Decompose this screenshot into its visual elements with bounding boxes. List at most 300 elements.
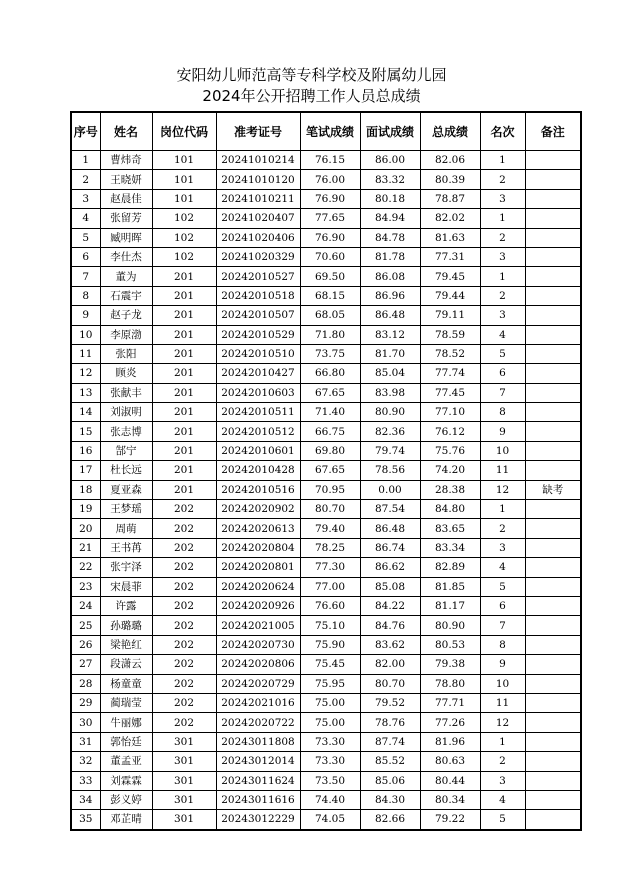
cell-name: 王书苒 — [100, 538, 152, 557]
header-rank: 名次 — [480, 112, 525, 151]
cell-rank: 3 — [480, 247, 525, 266]
cell-written-score: 75.95 — [300, 674, 360, 693]
cell-rank: 9 — [480, 422, 525, 441]
cell-name: 周萌 — [100, 519, 152, 538]
cell-post-code: 301 — [152, 732, 216, 751]
cell-index: 23 — [71, 577, 100, 596]
cell-name: 赵子龙 — [100, 306, 152, 325]
cell-remark — [525, 325, 581, 344]
cell-exam-id: 20243011624 — [216, 771, 300, 790]
cell-interview-score: 82.66 — [360, 810, 420, 830]
header-name: 姓名 — [100, 112, 152, 151]
cell-total-score: 84.80 — [420, 500, 480, 519]
cell-interview-score: 80.70 — [360, 674, 420, 693]
cell-post-code: 101 — [152, 170, 216, 189]
cell-total-score: 77.74 — [420, 364, 480, 383]
cell-remark — [525, 170, 581, 189]
cell-post-code: 202 — [152, 674, 216, 693]
cell-exam-id: 20242020722 — [216, 713, 300, 732]
cell-name: 杨童童 — [100, 674, 152, 693]
cell-interview-score: 78.76 — [360, 713, 420, 732]
cell-total-score: 80.39 — [420, 170, 480, 189]
cell-written-score: 76.90 — [300, 189, 360, 208]
cell-total-score: 77.10 — [420, 403, 480, 422]
cell-written-score: 71.40 — [300, 403, 360, 422]
cell-total-score: 82.89 — [420, 558, 480, 577]
table-row — [71, 519, 581, 538]
cell-rank: 4 — [480, 325, 525, 344]
cell-index: 28 — [71, 674, 100, 693]
cell-remark — [525, 209, 581, 228]
cell-exam-id: 20242010427 — [216, 364, 300, 383]
cell-remark — [525, 577, 581, 596]
cell-name: 臧明晖 — [100, 228, 152, 247]
table-row — [71, 209, 581, 228]
cell-written-score: 71.80 — [300, 325, 360, 344]
cell-exam-id: 20241010211 — [216, 189, 300, 208]
cell-exam-id: 20242020729 — [216, 674, 300, 693]
cell-rank: 3 — [480, 771, 525, 790]
cell-index: 33 — [71, 771, 100, 790]
cell-interview-score: 82.36 — [360, 422, 420, 441]
cell-exam-id: 20242020926 — [216, 596, 300, 615]
cell-remark — [525, 267, 581, 286]
cell-total-score: 80.63 — [420, 752, 480, 771]
cell-interview-score: 85.08 — [360, 577, 420, 596]
cell-interview-score: 86.48 — [360, 306, 420, 325]
cell-remark — [525, 441, 581, 460]
cell-post-code: 301 — [152, 771, 216, 790]
cell-rank: 5 — [480, 577, 525, 596]
cell-rank: 3 — [480, 189, 525, 208]
cell-interview-score: 83.62 — [360, 635, 420, 654]
cell-name: 孙璐璐 — [100, 616, 152, 635]
table-row — [71, 558, 581, 577]
cell-rank: 4 — [480, 558, 525, 577]
cell-index: 25 — [71, 616, 100, 635]
cell-written-score: 77.00 — [300, 577, 360, 596]
cell-interview-score: 86.96 — [360, 286, 420, 305]
cell-interview-score: 87.74 — [360, 732, 420, 751]
cell-remark: 缺考 — [525, 480, 581, 499]
table-row — [71, 441, 581, 460]
table-row — [71, 790, 581, 809]
cell-post-code: 201 — [152, 480, 216, 499]
cell-remark — [525, 771, 581, 790]
cell-post-code: 202 — [152, 713, 216, 732]
table-row — [71, 325, 581, 344]
cell-total-score: 77.26 — [420, 713, 480, 732]
cell-total-score: 77.45 — [420, 383, 480, 402]
cell-post-code: 202 — [152, 538, 216, 557]
cell-interview-score: 84.76 — [360, 616, 420, 635]
cell-index: 15 — [71, 422, 100, 441]
cell-index: 22 — [71, 558, 100, 577]
cell-remark — [525, 558, 581, 577]
cell-total-score: 82.02 — [420, 209, 480, 228]
cell-remark — [525, 616, 581, 635]
cell-remark — [525, 228, 581, 247]
cell-exam-id: 20242010428 — [216, 461, 300, 480]
table-row — [71, 247, 581, 266]
cell-index: 31 — [71, 732, 100, 751]
cell-post-code: 201 — [152, 441, 216, 460]
cell-written-score: 69.50 — [300, 267, 360, 286]
cell-written-score: 76.15 — [300, 151, 360, 170]
cell-total-score: 77.31 — [420, 247, 480, 266]
table-row — [71, 752, 581, 771]
cell-exam-id: 20241020329 — [216, 247, 300, 266]
table-row — [71, 693, 581, 712]
cell-exam-id: 20242020806 — [216, 655, 300, 674]
cell-remark — [525, 655, 581, 674]
cell-exam-id: 20242010529 — [216, 325, 300, 344]
cell-written-score: 76.00 — [300, 170, 360, 189]
cell-interview-score: 80.18 — [360, 189, 420, 208]
header-index: 序号 — [71, 112, 100, 151]
cell-index: 35 — [71, 810, 100, 830]
cell-rank: 5 — [480, 810, 525, 830]
cell-interview-score: 81.78 — [360, 247, 420, 266]
cell-index: 12 — [71, 364, 100, 383]
cell-interview-score: 84.78 — [360, 228, 420, 247]
cell-remark — [525, 422, 581, 441]
cell-name: 蔺瑞莹 — [100, 693, 152, 712]
table-row — [71, 480, 581, 499]
cell-rank: 1 — [480, 151, 525, 170]
cell-name: 张阳 — [100, 344, 152, 363]
table-row — [71, 189, 581, 208]
cell-rank: 7 — [480, 383, 525, 402]
cell-index: 6 — [71, 247, 100, 266]
cell-name: 许露 — [100, 596, 152, 615]
cell-post-code: 201 — [152, 344, 216, 363]
cell-total-score: 79.22 — [420, 810, 480, 830]
cell-written-score: 78.25 — [300, 538, 360, 557]
cell-index: 9 — [71, 306, 100, 325]
cell-name: 张留芳 — [100, 209, 152, 228]
cell-exam-id: 20243012014 — [216, 752, 300, 771]
table-row — [71, 810, 581, 830]
cell-name: 张志博 — [100, 422, 152, 441]
table-row — [71, 616, 581, 635]
cell-total-score: 81.96 — [420, 732, 480, 751]
cell-name: 顾炎 — [100, 364, 152, 383]
cell-written-score: 73.30 — [300, 732, 360, 751]
cell-rank: 2 — [480, 228, 525, 247]
cell-written-score: 75.90 — [300, 635, 360, 654]
cell-written-score: 73.50 — [300, 771, 360, 790]
header-post-code: 岗位代码 — [152, 112, 216, 151]
cell-name: 段潇云 — [100, 655, 152, 674]
cell-written-score: 74.05 — [300, 810, 360, 830]
cell-remark — [525, 752, 581, 771]
table-row — [71, 655, 581, 674]
cell-interview-score: 86.08 — [360, 267, 420, 286]
table-row — [71, 771, 581, 790]
cell-post-code: 201 — [152, 461, 216, 480]
cell-written-score: 66.80 — [300, 364, 360, 383]
cell-interview-score: 78.56 — [360, 461, 420, 480]
cell-exam-id: 20242010507 — [216, 306, 300, 325]
cell-exam-id: 20242010516 — [216, 480, 300, 499]
table-row — [71, 306, 581, 325]
cell-rank: 2 — [480, 286, 525, 305]
cell-post-code: 101 — [152, 151, 216, 170]
cell-exam-id: 20242020730 — [216, 635, 300, 654]
cell-remark — [525, 461, 581, 480]
cell-remark — [525, 364, 581, 383]
cell-total-score: 75.76 — [420, 441, 480, 460]
cell-total-score: 80.53 — [420, 635, 480, 654]
cell-exam-id: 20242010601 — [216, 441, 300, 460]
cell-post-code: 201 — [152, 364, 216, 383]
cell-total-score: 76.12 — [420, 422, 480, 441]
cell-rank: 7 — [480, 616, 525, 635]
table-row — [71, 577, 581, 596]
cell-interview-score: 83.98 — [360, 383, 420, 402]
cell-post-code: 202 — [152, 500, 216, 519]
cell-interview-score: 85.04 — [360, 364, 420, 383]
cell-name: 张宇泽 — [100, 558, 152, 577]
cell-remark — [525, 732, 581, 751]
cell-interview-score: 79.74 — [360, 441, 420, 460]
cell-post-code: 201 — [152, 422, 216, 441]
cell-rank: 2 — [480, 752, 525, 771]
cell-written-score: 67.65 — [300, 461, 360, 480]
table-row — [71, 383, 581, 402]
cell-index: 24 — [71, 596, 100, 615]
cell-total-score: 79.38 — [420, 655, 480, 674]
cell-interview-score: 87.54 — [360, 500, 420, 519]
table-row — [71, 151, 581, 170]
table-row — [71, 344, 581, 363]
cell-total-score: 83.65 — [420, 519, 480, 538]
cell-written-score: 74.40 — [300, 790, 360, 809]
cell-written-score: 75.00 — [300, 693, 360, 712]
cell-written-score: 69.80 — [300, 441, 360, 460]
cell-remark — [525, 693, 581, 712]
cell-index: 21 — [71, 538, 100, 557]
cell-total-score: 82.06 — [420, 151, 480, 170]
cell-post-code: 201 — [152, 383, 216, 402]
cell-remark — [525, 344, 581, 363]
cell-exam-id: 20242010518 — [216, 286, 300, 305]
cell-name: 李仕杰 — [100, 247, 152, 266]
cell-rank: 11 — [480, 461, 525, 480]
cell-interview-score: 83.32 — [360, 170, 420, 189]
cell-exam-id: 20243011616 — [216, 790, 300, 809]
cell-remark — [525, 790, 581, 809]
document-title-line1: 安阳幼儿师范高等专科学校及附属幼儿园 — [176, 66, 447, 84]
cell-interview-score: 86.62 — [360, 558, 420, 577]
cell-interview-score: 85.52 — [360, 752, 420, 771]
cell-name: 牛丽娜 — [100, 713, 152, 732]
cell-total-score: 78.87 — [420, 189, 480, 208]
cell-index: 11 — [71, 344, 100, 363]
table-row — [71, 422, 581, 441]
cell-exam-id: 20242010510 — [216, 344, 300, 363]
cell-interview-score: 84.22 — [360, 596, 420, 615]
table-header-row — [71, 112, 581, 151]
cell-index: 2 — [71, 170, 100, 189]
cell-exam-id: 20242010512 — [216, 422, 300, 441]
cell-interview-score: 84.30 — [360, 790, 420, 809]
cell-written-score: 70.95 — [300, 480, 360, 499]
cell-remark — [525, 189, 581, 208]
cell-post-code: 301 — [152, 790, 216, 809]
cell-name: 郭怡廷 — [100, 732, 152, 751]
cell-post-code: 202 — [152, 558, 216, 577]
cell-index: 14 — [71, 403, 100, 422]
cell-exam-id: 20241010214 — [216, 151, 300, 170]
cell-name: 张献丰 — [100, 383, 152, 402]
cell-post-code: 201 — [152, 403, 216, 422]
cell-interview-score: 83.12 — [360, 325, 420, 344]
score-table — [70, 111, 582, 831]
table-row — [71, 674, 581, 693]
cell-exam-id: 20242021005 — [216, 616, 300, 635]
cell-total-score: 79.45 — [420, 267, 480, 286]
cell-post-code: 102 — [152, 209, 216, 228]
cell-written-score: 73.75 — [300, 344, 360, 363]
cell-exam-id: 20243011808 — [216, 732, 300, 751]
cell-rank: 12 — [480, 480, 525, 499]
header-interview-score: 面试成绩 — [360, 112, 420, 151]
cell-name: 刘淑明 — [100, 403, 152, 422]
table-row — [71, 461, 581, 480]
cell-index: 18 — [71, 480, 100, 499]
cell-rank: 6 — [480, 596, 525, 615]
cell-rank: 9 — [480, 655, 525, 674]
cell-exam-id: 20242020624 — [216, 577, 300, 596]
cell-post-code: 201 — [152, 286, 216, 305]
cell-post-code: 301 — [152, 752, 216, 771]
header-remark: 备注 — [525, 112, 581, 151]
cell-rank: 1 — [480, 500, 525, 519]
cell-index: 1 — [71, 151, 100, 170]
cell-remark — [525, 383, 581, 402]
cell-index: 16 — [71, 441, 100, 460]
cell-post-code: 202 — [152, 693, 216, 712]
cell-rank: 10 — [480, 441, 525, 460]
document-title-line2: 2024年公开招聘工作人员总成绩 — [202, 87, 421, 105]
cell-remark — [525, 519, 581, 538]
cell-interview-score: 80.90 — [360, 403, 420, 422]
cell-post-code: 202 — [152, 655, 216, 674]
cell-written-score: 76.90 — [300, 228, 360, 247]
header-exam-id: 准考证号 — [216, 112, 300, 151]
cell-rank: 2 — [480, 519, 525, 538]
cell-total-score: 78.80 — [420, 674, 480, 693]
cell-post-code: 201 — [152, 306, 216, 325]
cell-exam-id: 20241020407 — [216, 209, 300, 228]
cell-rank: 5 — [480, 344, 525, 363]
cell-remark — [525, 810, 581, 830]
cell-post-code: 202 — [152, 635, 216, 654]
cell-written-score: 80.70 — [300, 500, 360, 519]
cell-rank: 3 — [480, 306, 525, 325]
cell-exam-id: 20242020613 — [216, 519, 300, 538]
cell-index: 30 — [71, 713, 100, 732]
cell-exam-id: 20241010120 — [216, 170, 300, 189]
cell-written-score: 75.45 — [300, 655, 360, 674]
cell-total-score: 79.11 — [420, 306, 480, 325]
cell-name: 邓芷晴 — [100, 810, 152, 830]
cell-post-code: 102 — [152, 247, 216, 266]
cell-rank: 1 — [480, 267, 525, 286]
cell-rank: 1 — [480, 732, 525, 751]
cell-post-code: 102 — [152, 228, 216, 247]
cell-remark — [525, 286, 581, 305]
cell-interview-score: 82.00 — [360, 655, 420, 674]
cell-exam-id: 20242020801 — [216, 558, 300, 577]
table-row — [71, 500, 581, 519]
cell-written-score: 77.65 — [300, 209, 360, 228]
table-row — [71, 538, 581, 557]
cell-index: 8 — [71, 286, 100, 305]
cell-remark — [525, 674, 581, 693]
cell-written-score: 75.10 — [300, 616, 360, 635]
cell-index: 4 — [71, 209, 100, 228]
cell-written-score: 73.30 — [300, 752, 360, 771]
cell-rank: 8 — [480, 635, 525, 654]
cell-written-score: 67.65 — [300, 383, 360, 402]
cell-rank: 12 — [480, 713, 525, 732]
cell-total-score: 77.71 — [420, 693, 480, 712]
table-row — [71, 596, 581, 615]
cell-index: 19 — [71, 500, 100, 519]
cell-total-score: 74.20 — [420, 461, 480, 480]
cell-rank: 11 — [480, 693, 525, 712]
cell-index: 17 — [71, 461, 100, 480]
cell-interview-score: 0.00 — [360, 480, 420, 499]
cell-interview-score: 84.94 — [360, 209, 420, 228]
cell-post-code: 202 — [152, 577, 216, 596]
cell-interview-score: 86.00 — [360, 151, 420, 170]
cell-exam-id: 20243012229 — [216, 810, 300, 830]
cell-post-code: 202 — [152, 596, 216, 615]
cell-total-score: 80.34 — [420, 790, 480, 809]
table-row — [71, 228, 581, 247]
cell-name: 赵晨佳 — [100, 189, 152, 208]
cell-interview-score: 86.48 — [360, 519, 420, 538]
cell-exam-id: 20242020804 — [216, 538, 300, 557]
cell-rank: 10 — [480, 674, 525, 693]
cell-total-score: 28.38 — [420, 480, 480, 499]
cell-remark — [525, 538, 581, 557]
cell-rank: 1 — [480, 209, 525, 228]
cell-remark — [525, 151, 581, 170]
table-row — [71, 635, 581, 654]
cell-exam-id: 20242021016 — [216, 693, 300, 712]
table-row — [71, 170, 581, 189]
cell-written-score: 76.60 — [300, 596, 360, 615]
cell-index: 26 — [71, 635, 100, 654]
cell-remark — [525, 500, 581, 519]
cell-rank: 8 — [480, 403, 525, 422]
cell-name: 董为 — [100, 267, 152, 286]
cell-name: 李原渤 — [100, 325, 152, 344]
table-row — [71, 286, 581, 305]
cell-rank: 2 — [480, 170, 525, 189]
cell-name: 刘霖霖 — [100, 771, 152, 790]
cell-interview-score: 79.52 — [360, 693, 420, 712]
cell-index: 10 — [71, 325, 100, 344]
table-row — [71, 364, 581, 383]
cell-written-score: 75.00 — [300, 713, 360, 732]
cell-name: 梁艳红 — [100, 635, 152, 654]
